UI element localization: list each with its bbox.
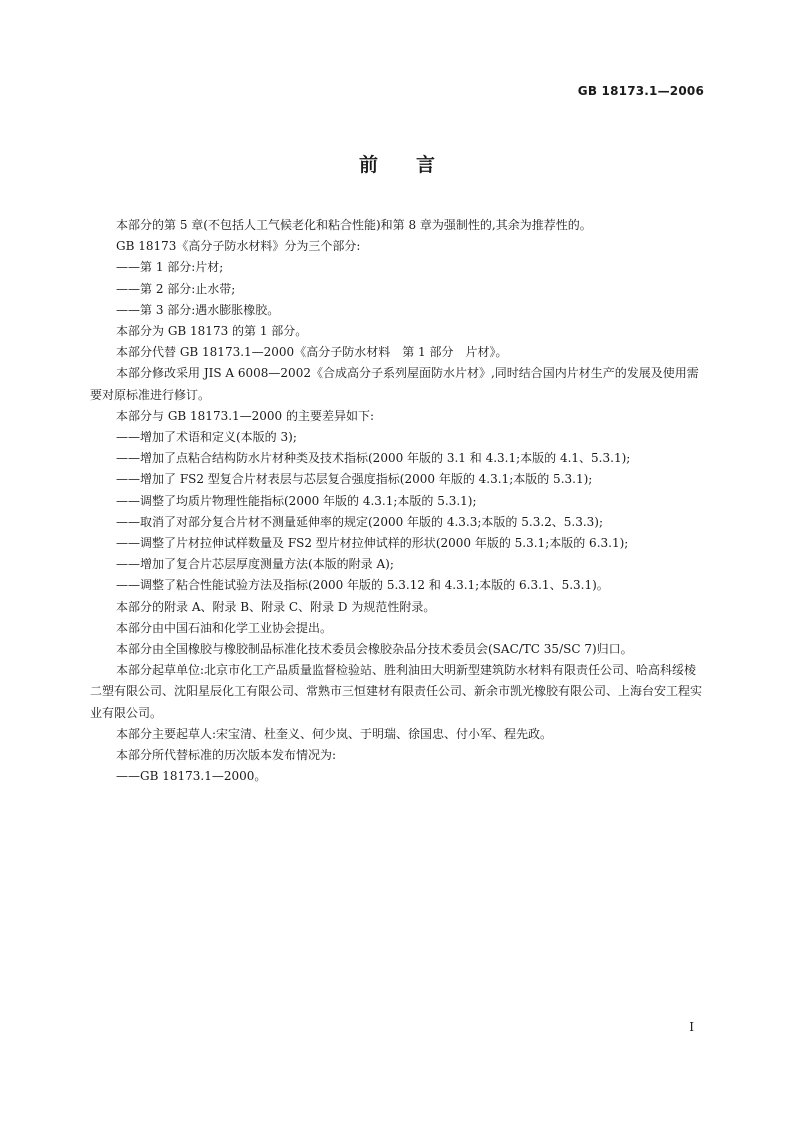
paragraph-drafting-units: 本部分起草单位:北京市化工产品质量监督检验站、胜利油田大明新型建筑防水材料有限责任公司、哈高科绥棱二塑有限公司、沈阳星辰化工有限公司、常熟市三恒建材有限责任公司、新余市凯光橡胶有限公司、上海台安工程实业有限公司。 [90, 663, 703, 720]
list-item-part-3: ——第 3 部分:遇水膨胀橡胶。 [116, 302, 280, 317]
paragraph-under-jurisdiction: 本部分由全国橡胶与橡胶制品标准化技术委员会橡胶杂品分技术委员会(SAC/TC 35/SC 7)归口。 [116, 642, 633, 657]
paragraph-drafters: 本部分主要起草人:宋宝清、杜奎义、何少岚、于明瑞、徐国忠、付小军、程先政。 [116, 726, 553, 741]
paragraph-this-part: 本部分为 GB 18173 的第 1 部分。 [116, 324, 308, 339]
page-number: I [689, 1020, 694, 1034]
standard-code: GB 18173.1—2006 [577, 84, 704, 98]
paragraph-proposed-by: 本部分由中国石油和化学工业协会提出。 [116, 620, 333, 635]
list-item-history: ——GB 18173.1—2000。 [116, 769, 267, 784]
list-item-difference: ——取消了对部分复合片材不测量延伸率的规定(2000 年版的 4.3.3;本版的 5.3.2、5.3.3); [116, 514, 604, 529]
title-part-1: 前 [358, 154, 378, 176]
list-item-difference: ——增加了点粘合结构防水片材种类及技术指标(2000 年版的 3.1 和 4.3.1;本版的 4.1、5.3.1); [116, 451, 631, 466]
paragraph-parts-intro: GB 18173《高分子防水材料》分为三个部分: [116, 239, 361, 254]
list-item-difference: ——调整了粘合性能试验方法及指标(2000 年版的 5.3.12 和 4.3.1;本版的 6.3.1、5.3.1)。 [116, 578, 609, 593]
list-item-difference: ——调整了片材拉伸试样数量及 FS2 型片材拉伸试样的形状(2000 年版的 5.3.1;本版的 6.3.1); [116, 536, 629, 551]
list-item-part-2: ——第 2 部分:止水带; [116, 281, 236, 296]
list-item-difference: ——增加了 FS2 型复合片材表层与芯层复合强度指标(2000 年版的 4.3.1;本版的 5.3.1); [116, 472, 593, 487]
paragraph-differences-intro: 本部分与 GB 18173.1—2000 的主要差异如下: [116, 408, 375, 423]
paragraph-annexes: 本部分的附录 A、附录 B、附录 C、附录 D 为规范性附录。 [116, 599, 436, 614]
paragraph-modified-adoption: 本部分修改采用 JIS A 6008—2002《合成高分子系列屋面防水片材》,同时结合国内片材生产的发展及使用需要对原标准进行修订。 [90, 366, 699, 402]
paragraph-history-intro: 本部分所代替标准的历次版本发布情况为: [116, 748, 337, 763]
foreword-body [90, 215, 706, 787]
title-part-2: 言 [416, 154, 436, 176]
paragraph-mandatory-clauses: 本部分的第 5 章(不包括人工气候老化和粘合性能)和第 8 章为强制性的,其余为推荐性的。 [116, 218, 592, 232]
list-item-difference: ——增加了术语和定义(本版的 3); [116, 430, 297, 445]
page-title [0, 150, 794, 177]
list-item-difference: ——增加了复合片芯层厚度测量方法(本版的附录 A); [116, 557, 394, 572]
paragraph-replaces: 本部分代替 GB 18173.1—2000《高分子防水材料 第 1 部分 片材》。 [116, 345, 508, 360]
list-item-difference: ——调整了均质片物理性能指标(2000 年版的 4.3.1;本版的 5.3.1); [116, 493, 477, 508]
list-item-part-1: ——第 1 部分:片材; [116, 260, 224, 275]
